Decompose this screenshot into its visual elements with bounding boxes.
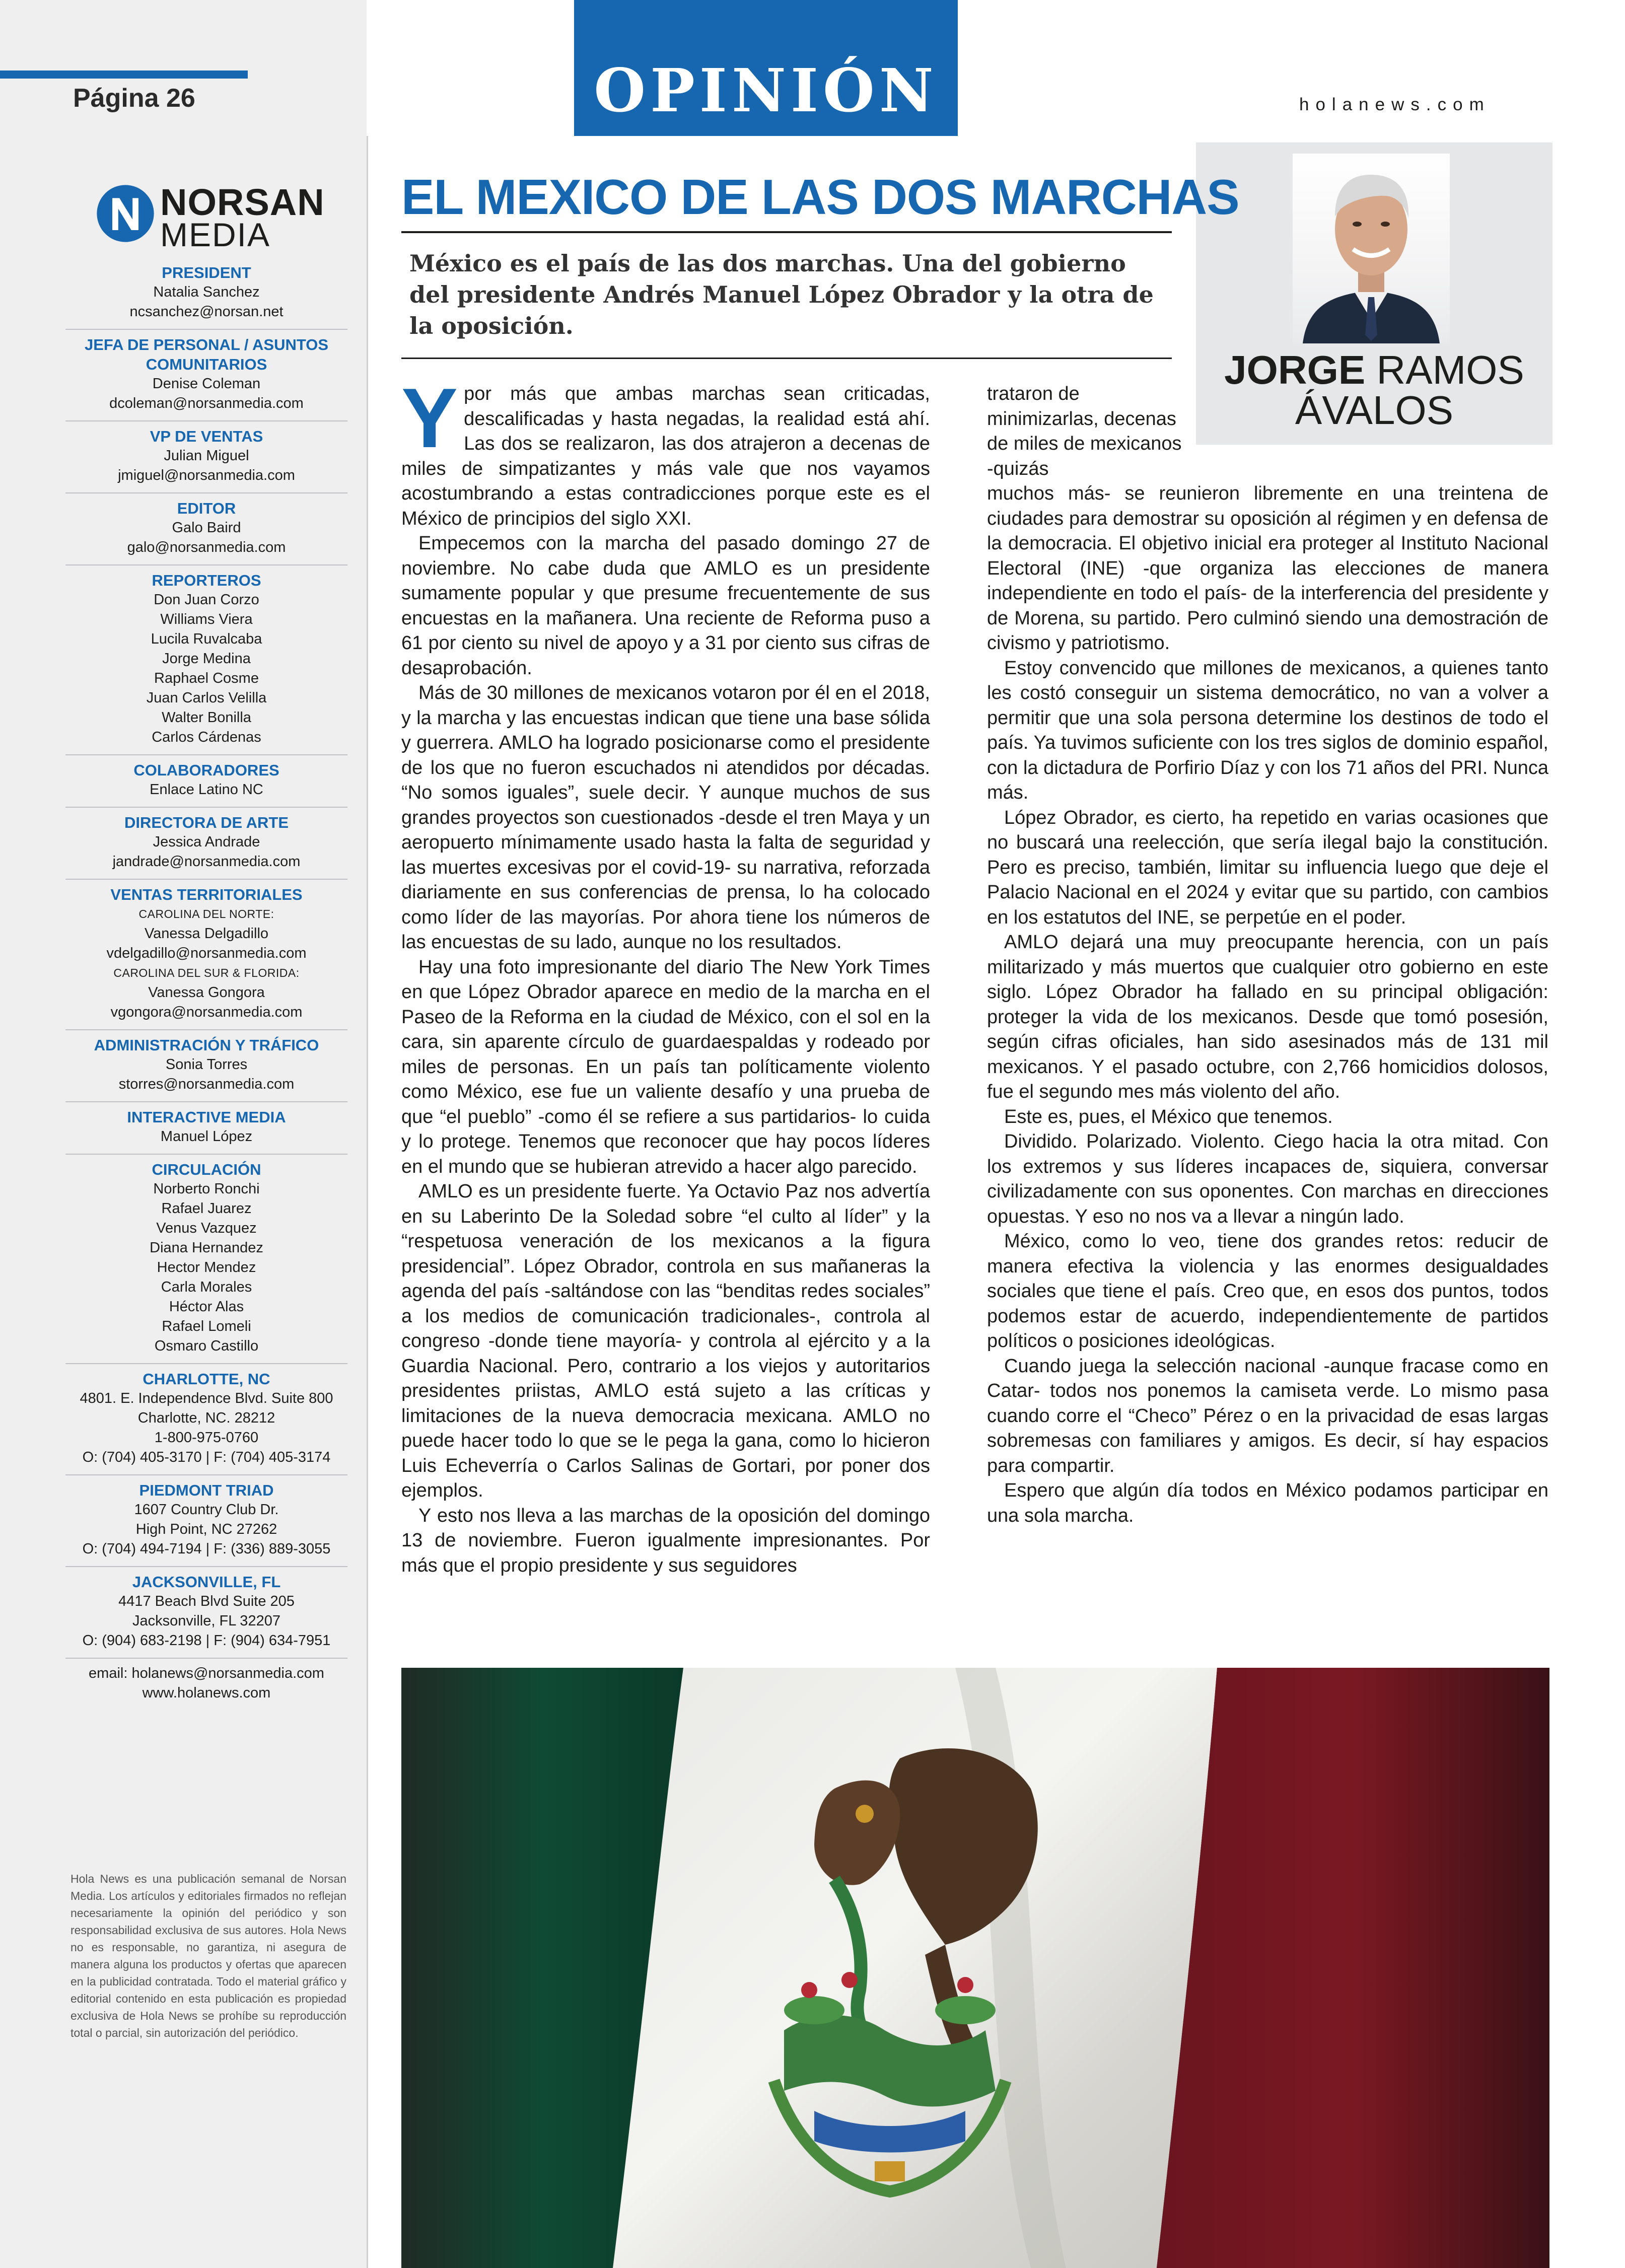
- page-tab-bar: [0, 70, 248, 79]
- staff-block: [65, 811, 347, 880]
- author-portrait: [1293, 154, 1450, 343]
- staff-block: [65, 758, 347, 808]
- paragraph: muchos más- se reunieron libremente en una treintena de ciudades para demostrar su oposición al régimen y en defensa de la democracia. El objetivo inicial era proteger al Instituto Nacional Electoral (INE) -que organiza las elecciones de manera independiente en todo el país- de la interferencia del presidente y de Morena, su partido. Pero culminó siendo una demostración de civismo y patriotismo.: [987, 483, 1548, 654]
- article-column-2-top: [987, 382, 1191, 482]
- staff-line: Galo Baird: [172, 520, 241, 536]
- staff-line: Lucila Ruvalcaba: [151, 631, 262, 647]
- staff-line: Juan Carlos Velilla: [146, 690, 267, 706]
- staff-line: 1-800-975-0760: [154, 1430, 259, 1446]
- staff-block: [65, 497, 347, 565]
- staff-block: [65, 1478, 347, 1567]
- staff-line: Sonia Torres: [165, 1056, 248, 1073]
- staff-title: DIRECTORA DE ARTE: [124, 814, 289, 831]
- staff-line: Raphael Cosme: [154, 670, 259, 686]
- staff-line: 4417 Beach Blvd Suite 205: [118, 1593, 295, 1609]
- headline-rule: [401, 231, 1172, 233]
- staff-title: JACKSONVILLE, FL: [132, 1573, 281, 1591]
- author-second-last-name: ÁVALOS: [1295, 388, 1454, 433]
- staff-line: galo@norsanmedia.com: [127, 539, 286, 555]
- staff-line: jmiguel@norsanmedia.com: [118, 467, 295, 483]
- paragraph: [401, 382, 930, 531]
- disclaimer-text: Hola News es una publicación semanal de Norsan Media. Los artículos y editoriales firmados no reflejan necesariamente la opinión del periódico y son responsabilidad exclusiva de sus autores. Hola News no es responsable, no garantiza, ni asegura de manera alguna los productos y ofertas que aparecen en la publicidad contratada. Todo el material gráfico y editorial contenido en esta publicación es propiedad exclusiva de Hola News se prohíbe su reproducción total o parcial, sin autorización del periódico.: [70, 1872, 346, 2039]
- staff-subtitle: CAROLINA DEL SUR & FLORIDA:: [113, 966, 300, 979]
- staff-line: Héctor Alas: [169, 1299, 244, 1315]
- staff-line: Jessica Andrade: [153, 834, 260, 850]
- staff-line: 4801. E. Independence Blvd. Suite 800: [80, 1390, 333, 1406]
- paragraph-text: por más que ambas marchas sean criticadas, descalificadas y hasta negadas, la realidad está ahí. Las dos se realizaron, las dos atrajeron a decenas de miles de simpatizantes y más vale que nos vayamos acostumbrando a estas contradicciones porque este es el México de principios del siglo XXI.: [401, 383, 930, 529]
- staff-line: Hector Mendez: [157, 1259, 256, 1275]
- paragraph: Empecemos con la marcha del pasado domingo 27 de noviembre. No cabe duda que AMLO es un presidente sumamente popular y que presume frecuentemente de sus encuestas en la mañanera. Una reciente de Reforma puso a 61 por ciento su nivel de apoyo y a 31 por ciento sus cifras de desaprobación.: [401, 533, 930, 679]
- staff-block: [65, 569, 347, 755]
- staff-line: Don Juan Corzo: [154, 592, 259, 608]
- paragraph: México, como lo veo, tiene dos grandes retos: reducir de manera efectiva la violencia y las enormes desigualdades sociales que tiene el país. Creo que, en esos dos puntos, todos podemos estar de acuerdo, independientemente de partidos políticos o posiciones ideológicas.: [987, 1231, 1548, 1352]
- paragraph: AMLO dejará una muy preocupante herencia, con un país militarizado y más muertos que cualquier otro gobierno en este siglo. López Obrador ha fallado en su principal obligación: proteger la vida de los mexicanos. Desde que tomó posesión, según cifras oficiales, han sido asesinados más de 131 mil mexicanos. Y el pasado octubre, con 2,766 homicidios dolosos, fue el segundo mes más violento del año.: [987, 932, 1548, 1102]
- staff-line: www.holanews.com: [142, 1685, 271, 1701]
- staff-block: [65, 1662, 347, 1710]
- logo-word-norsan: NORSAN: [160, 181, 325, 223]
- staff-line: Denise Coleman: [152, 376, 261, 392]
- staff-line: Venus Vazquez: [156, 1220, 257, 1236]
- article-column-2: [987, 481, 1548, 1660]
- section-title: OPINIÓN: [594, 55, 938, 125]
- mexican-flag-photo: [401, 1668, 1549, 2268]
- staff-line: jandrade@norsanmedia.com: [112, 854, 301, 870]
- staff-line: High Point, NC 27262: [135, 1521, 277, 1537]
- staff-line: Rafael Juarez: [161, 1200, 252, 1217]
- staff-line: O: (704) 494-7194 | F: (336) 889-3055: [82, 1541, 331, 1557]
- staff-line: Jacksonville, FL 32207: [132, 1613, 280, 1629]
- sidebar-divider: [367, 136, 368, 2268]
- staff-block: [65, 1105, 347, 1155]
- paragraph: Hay una foto impresionante del diario The New York Times en que López Obrador aparece en medio de la marcha en el Paseo de la Reforma en la ciudad de México, con el sol en la cara, sin aparente círculo de guardaespaldas y rodeado por miles de personas. En un país tan políticamente violento como México, ese fue un valiente desafío y una prueba de que “el pueblo” -como él se refiere a sus partidarios- lo cuida y lo protege. Tenemos que reconocer que hay pocos líderes en el mundo que se hubieran atrevido a hacer algo parecido.: [401, 956, 930, 1177]
- staff-line: Carlos Cárdenas: [152, 729, 261, 745]
- staff-line: O: (904) 683-2198 | F: (904) 634-7951: [82, 1633, 331, 1649]
- site-url: holanews.com: [1299, 95, 1491, 114]
- author-first-name: JORGE: [1224, 347, 1366, 392]
- article-column-1: [401, 382, 930, 1661]
- staff-block: [65, 1033, 347, 1102]
- staff-line: Vanessa Delgadillo: [144, 926, 269, 942]
- staff-line: Charlotte, NC. 28212: [137, 1410, 275, 1426]
- staff-title: VENTAS TERRITORIALES: [110, 886, 303, 903]
- flag-illustration: [401, 1668, 1549, 2268]
- paragraph: Cuando juega la selección nacional -aunque fracase como en Catar- todos nos ponemos la camiseta verde. Lo mismo pasa cuando corre el “Checo” Pérez o en la privacidad de esas largas sobremesas con familiares y amigos. Es decir, sí hay espacios para compartir.: [987, 1355, 1548, 1476]
- paragraph: AMLO es un presidente fuerte. Ya Octavio Paz nos advertía en su Laberinto De la Soledad sobre “el culto al líder” y la “respetuosa veneración de los mexicanos a la figura presidencial”. López Obrador, controla en sus mañaneras la agenda del país -saltándose con las “benditas redes sociales” a los medios de comunicación tradicionales-, controla al congreso -donde tiene mayoría- y controla al ejército y a la Guardia Nacional. Pero, contrario a los viejos y autoritarios presidentes priistas, AMLO está sujeto a las críticas y limitaciones de la nueva democracia mexicana. AMLO no puede hacer todo lo que se le pega la gana, como lo hicieron Luis Echeverría o Carlos Salinas de Gortari, por poner dos ejemplos.: [401, 1181, 930, 1501]
- staff-title: VP DE VENTAS: [150, 428, 263, 445]
- staff-title: CIRCULACIÓN: [152, 1161, 261, 1178]
- staff-line: Jorge Medina: [162, 651, 251, 667]
- paragraph: trataron de minimizarlas, decenas de miles de mexicanos -quizás: [987, 383, 1182, 479]
- author-last-name: RAMOS: [1376, 347, 1524, 392]
- staff-line: Manuel López: [160, 1128, 253, 1145]
- article-headline: EL MEXICO DE LAS DOS MARCHAS: [401, 169, 1239, 225]
- staff-line: Julian Miguel: [164, 448, 249, 464]
- author-byline: [1196, 347, 1552, 433]
- staff-subtitle: CAROLINA DEL NORTE:: [138, 907, 274, 920]
- staff-line: Williams Viera: [160, 611, 253, 627]
- logo-word-media: MEDIA: [160, 216, 271, 253]
- article-deck: México es el país de las dos marchas. Una del gobierno del presidente Andrés Manuel López Obrador y la otra de la oposición.: [409, 250, 1154, 339]
- staff-title: PRESIDENT: [162, 264, 251, 281]
- drop-cap: Y: [401, 382, 458, 465]
- staff-block: [65, 1158, 347, 1364]
- paragraph: Más de 30 millones de mexicanos votaron por él en el 2018, y la marcha y las encuestas indican que tiene una base sólida y guerrera. AMLO ha logrado posicionarse como el presidente de los que no fueron escuchados ni atendidos por décadas. “No somos iguales”, suele decir. Y aunque muchos de sus grandes proyectos son cuestionados -desde el tren Maya y un aeropuerto mínimamente usado hasta la falta de seguridad y las muertes excesivas por el covid-19- su narrativa, reforzada diariamente en sus conferencias de prensa, lo ha colocado como líder de las mayorías. Por ahora tiene los números de las encuestas de su lado, aunque no los resultados.: [401, 682, 930, 953]
- paragraph: López Obrador, es cierto, ha repetido en varias ocasiones que no buscará una reelección, que sería ilegal bajo la constitución. Pero es preciso, también, limitar su influencia luego que deje el Palacio Nacional en el 2024 y evitar que su partido, con cambios en los estatutos del INE, se perpetúe en el poder.: [987, 807, 1548, 928]
- staff-title: ADMINISTRACIÓN Y TRÁFICO: [94, 1036, 319, 1054]
- staff-line: vdelgadillo@norsanmedia.com: [106, 945, 307, 961]
- staff-line: Vanessa Gongora: [148, 984, 265, 1001]
- deck-rule: [401, 358, 1172, 359]
- staff-line: Rafael Lomeli: [162, 1318, 251, 1334]
- staff-line: Diana Hernandez: [150, 1240, 263, 1256]
- staff-title: CHARLOTTE, NC: [143, 1370, 270, 1388]
- staff-title: REPORTEROS: [152, 572, 261, 589]
- staff-line: dcoleman@norsanmedia.com: [109, 395, 304, 411]
- staff-line: vgongora@norsanmedia.com: [110, 1004, 303, 1020]
- staff-block: [65, 333, 347, 421]
- staff-line: 1607 Country Club Dr.: [134, 1502, 279, 1518]
- staff-line: O: (704) 405-3170 | F: (704) 405-3174: [82, 1449, 331, 1465]
- staff-block: [65, 424, 347, 493]
- staff-line: Norberto Ronchi: [153, 1181, 260, 1197]
- staff-title: INTERACTIVE MEDIA: [127, 1108, 286, 1126]
- paragraph: Estoy convencido que millones de mexicanos, a quienes tanto les costó conseguir un sistema democrático, no van a volver a permitir que una sola persona determine los destinos de todo el país. Ya tuvimos suficiente con los tres siglos de dominio español, con la dictadura de Porfirio Díaz y con los 71 años del PRI. Nunca más.: [987, 657, 1548, 803]
- staff-line: email: holanews@norsanmedia.com: [89, 1665, 324, 1681]
- norsan-n-logo-icon: [96, 184, 155, 243]
- staff-block: [65, 1570, 347, 1659]
- staff-block: [65, 1367, 347, 1475]
- page-number: Página 26: [73, 84, 195, 113]
- staff-line: storres@norsanmedia.com: [118, 1076, 295, 1092]
- staff-line: Osmaro Castillo: [154, 1338, 259, 1354]
- staff-line: Carla Morales: [161, 1279, 252, 1295]
- portrait-illustration: [1293, 154, 1450, 343]
- paragraph: Espero que algún día todos en México podamos participar en una sola marcha.: [987, 1480, 1548, 1526]
- staff-line: Walter Bonilla: [162, 710, 251, 726]
- staff-block: [65, 883, 347, 1030]
- norsan-media-logo: [96, 181, 337, 253]
- staff-line: Natalia Sanchez: [153, 284, 260, 300]
- staff-line: Enlace Latino NC: [150, 782, 263, 798]
- staff-title: EDITOR: [177, 500, 236, 517]
- staff-line: ncsanchez@norsan.net: [129, 304, 284, 320]
- paragraph: Dividido. Polarizado. Violento. Ciego hacia la otra mitad. Con los extremos y sus líderes incapaces de, siquiera, conversar civilizadamente con sus oponentes. Con marchas en direcciones opuestas. Y eso no nos va a llevar a ningún lado.: [987, 1131, 1548, 1227]
- staff-title: PIEDMONT TRIAD: [139, 1481, 274, 1499]
- staff-title: COLABORADORES: [133, 761, 279, 779]
- paragraph: Y esto nos lleva a las marchas de la oposición del domingo 13 de noviembre. Fueron igualmente impresionantes. Por más que el propio presidente y sus seguidores: [401, 1505, 930, 1576]
- paragraph: Este es, pues, el México que tenemos.: [1004, 1106, 1333, 1127]
- staff-directory: [65, 261, 347, 1713]
- staff-block: [65, 261, 347, 330]
- staff-title: JEFA DE PERSONAL / ASUNTOS COMUNITARIOS: [84, 336, 329, 373]
